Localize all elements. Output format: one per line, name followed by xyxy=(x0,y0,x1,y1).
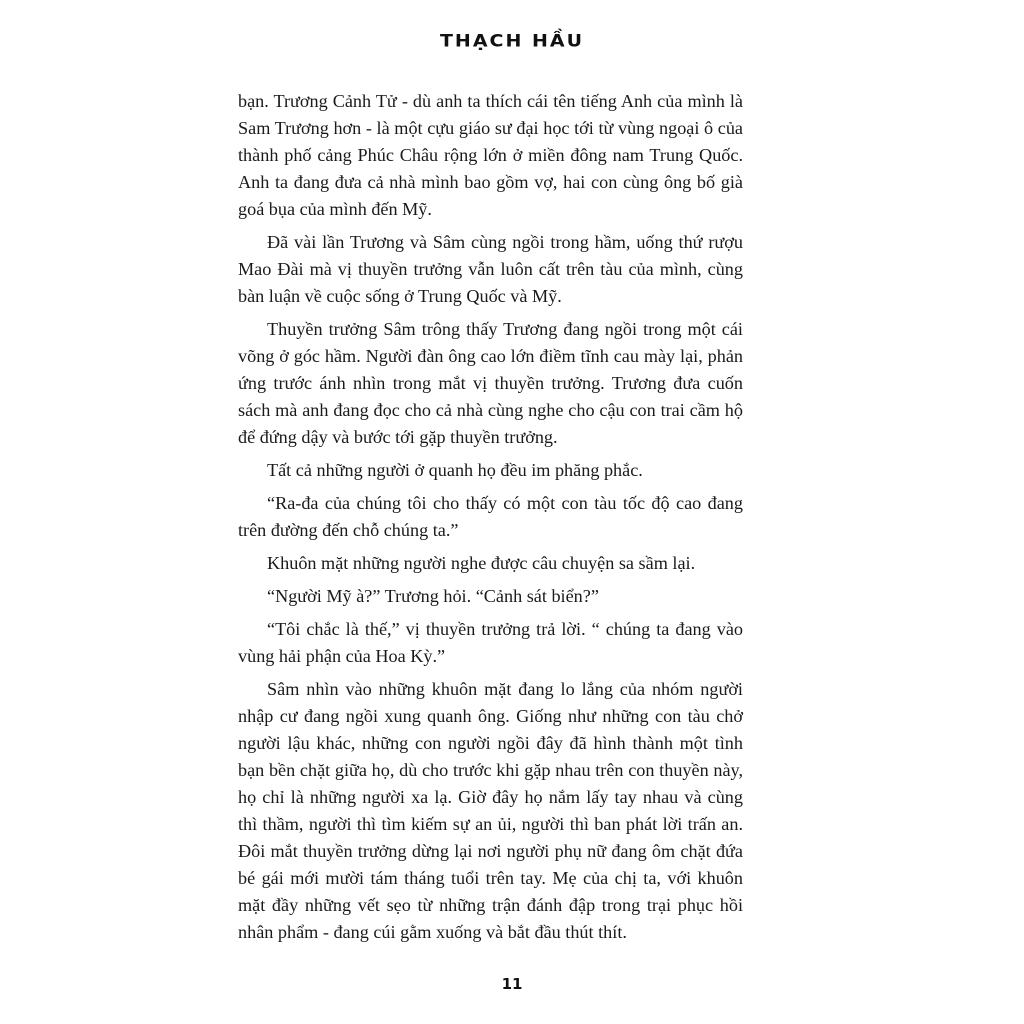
paragraph: “Ra-đa của chúng tôi cho thấy có một con tàu tốc độ cao đang trên đường đến chỗ chúng ta.” xyxy=(238,493,743,540)
body-text xyxy=(238,88,743,952)
paragraph: Khuôn mặt những người nghe được câu chuyện sa sầm lại. xyxy=(267,553,696,573)
paragraph: “Tôi chắc là thế,” vị thuyền trưởng trả lời. “ chúng ta đang vào vùng hải phận của Hoa Kỳ.” xyxy=(238,619,743,666)
page-number: 11 xyxy=(501,975,523,993)
paragraph: bạn. Trương Cảnh Tử - dù anh ta thích cái tên tiếng Anh của mình là Sam Trương hơn - là một cựu giáo sư đại học tới từ vùng ngoại ô của thành phố cảng Phúc Châu rộng lớn ở miền đông nam Trung Quốc. Anh ta đang đưa cả nhà mình bao gồm vợ, hai con cùng ông bố già goá bụa của mình đến Mỹ. xyxy=(238,91,743,219)
paragraph: Sâm nhìn vào những khuôn mặt đang lo lắng của nhóm người nhập cư đang ngồi xung quanh ông. Giống như những con tàu chở người lậu khác, những con người ngồi đây đã hình thành một tình bạn bền chặt giữa họ, dù cho trước khi gặp nhau trên con thuyền này, họ chỉ là những người xa lạ. Giờ đây họ nắm lấy tay nhau và cùng thì thầm, người thì tìm kiếm sự an ủi, người thì ban phát lời trấn an. Đôi mắt thuyền trưởng dừng lại nơi người phụ nữ đang ôm chặt đứa bé gái mới mười tám tháng tuổi trên tay. Mẹ của chị ta, với khuôn mặt đầy những vết sẹo từ những trận đánh đập trong trại phục hồi nhân phẩm - đang cúi gằm xuống và bắt đầu thút thít. xyxy=(238,679,743,942)
paragraph: Tất cả những người ở quanh họ đều im phăng phắc. xyxy=(267,460,643,480)
paragraph: Thuyền trưởng Sâm trông thấy Trương đang ngồi trong một cái võng ở góc hầm. Người đàn ông cao lớn điềm tĩnh cau mày lại, phản ứng trước ánh nhìn trong mắt vị thuyền trưởng. Trương đưa cuốn sách mà anh đang đọc cho cả nhà cùng nghe cho cậu con trai cầm hộ để đứng dậy và bước tới gặp thuyền trưởng. xyxy=(238,319,743,447)
paragraph: “Người Mỹ à?” Trương hỏi. “Cảnh sát biển?” xyxy=(267,586,599,606)
paragraph: Đã vài lần Trương và Sâm cùng ngồi trong hầm, uống thứ rượu Mao Đài mà vị thuyền trưởng vẫn luôn cất trên tàu của mình, cùng bàn luận về cuộc sống ở Trung Quốc và Mỹ. xyxy=(238,232,743,306)
running-head-title: THẠCH HẦU xyxy=(439,31,585,51)
